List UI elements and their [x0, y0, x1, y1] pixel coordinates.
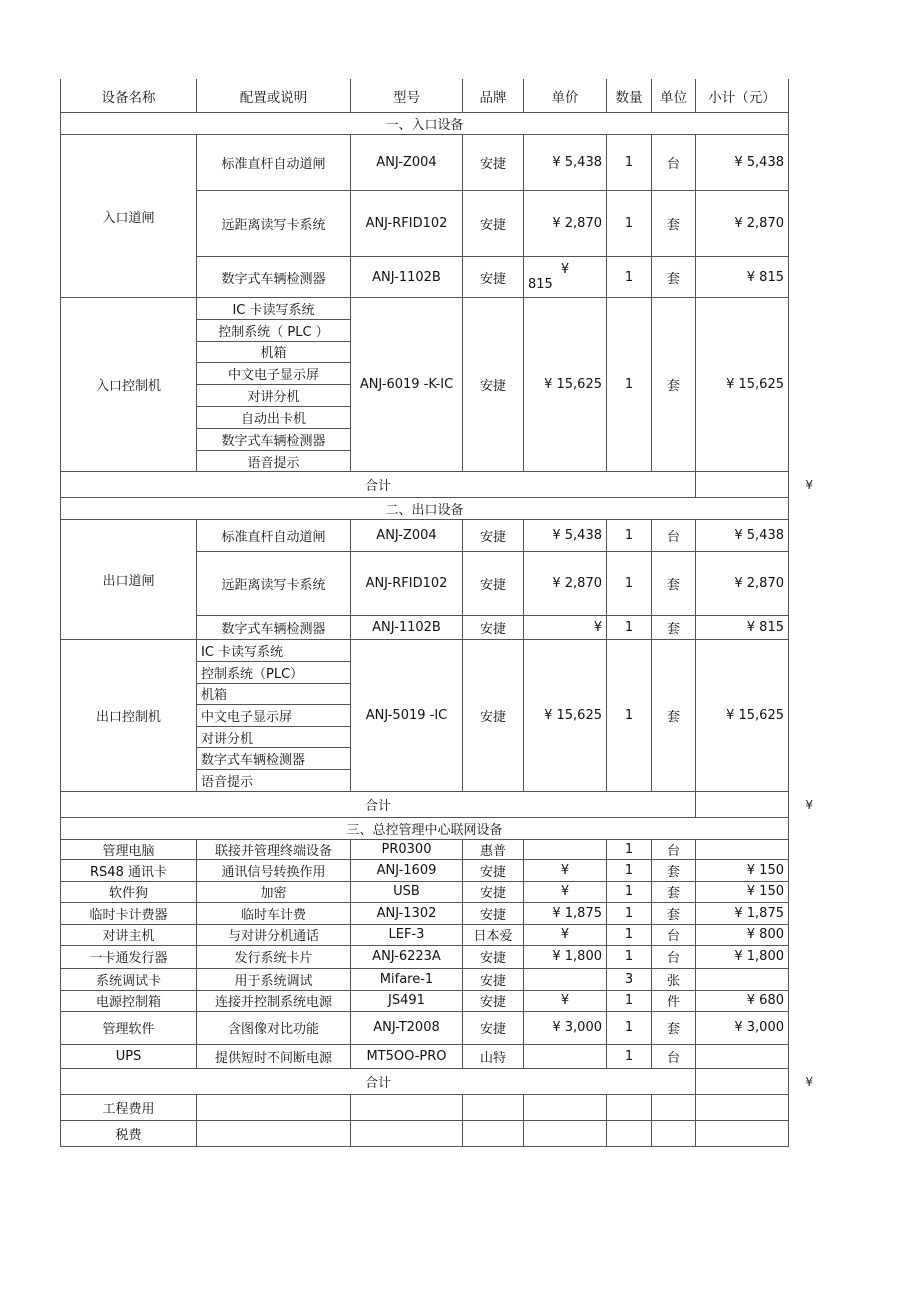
extra-row	[60, 1121, 789, 1147]
center-item-row	[60, 946, 789, 969]
item-brand: 安捷	[463, 616, 524, 640]
item-qty: 1	[607, 298, 652, 472]
controller-component: 中文电子显示屏	[197, 705, 350, 727]
item-desc: 远距离读写卡系统	[197, 552, 351, 616]
controller-component: IC 卡读写系统	[197, 640, 350, 662]
item-unit: 台	[652, 840, 696, 860]
item-desc: 标准直杆自动道闸	[197, 520, 351, 552]
item-subtotal	[696, 840, 789, 860]
entry-gate-group	[60, 135, 789, 298]
item-brand: 安捷	[463, 882, 524, 903]
item-model: Mifare-1	[351, 969, 463, 991]
exit-gate-group-label: 出口道闸	[60, 520, 197, 640]
controller-component: 语音提示	[247, 455, 300, 471]
controller-component: 机箱	[197, 342, 350, 364]
item-unit: 套	[652, 860, 696, 882]
item-unit: 台	[652, 520, 696, 552]
item-unit-price: ¥ 2,870	[524, 552, 607, 616]
item-model: LEF-3	[351, 925, 463, 946]
header-brand: 品牌	[463, 79, 524, 113]
item-brand: 安捷	[463, 552, 524, 616]
center-item-row	[60, 903, 789, 925]
item-unit: 套	[652, 1012, 696, 1045]
item-desc: 用于系统调试	[197, 969, 351, 991]
empty-cell	[607, 1095, 652, 1121]
item-desc: 与对讲分机通话	[197, 925, 351, 946]
empty-cell	[351, 1121, 463, 1147]
exit-total-value	[696, 792, 789, 818]
empty-cell	[524, 1121, 607, 1147]
item-unit: 套	[652, 882, 696, 903]
item-desc: 提供短时不间断电源	[197, 1045, 351, 1069]
exit-controller-components	[197, 640, 351, 791]
item-brand: 安捷	[463, 991, 524, 1012]
item-model: JS491	[351, 991, 463, 1012]
center-item-row	[60, 969, 789, 991]
controller-component: 控制系统（ PLC ）	[197, 320, 350, 342]
header-qty: 数量	[607, 79, 652, 113]
item-name: 管理软件	[60, 1012, 197, 1045]
item-subtotal: ¥ 2,870	[696, 552, 789, 616]
item-brand: 安捷	[463, 298, 524, 472]
exit-gate-item-row	[60, 552, 789, 616]
item-unit-price: ¥ 15,625	[524, 640, 607, 791]
item-brand: 安捷	[463, 257, 524, 298]
center-total-row	[60, 1069, 813, 1095]
item-model: PR0300	[351, 840, 463, 860]
empty-cell	[524, 1095, 607, 1121]
empty-cell	[197, 1095, 351, 1121]
item-desc: 数字式车辆检测器	[197, 616, 351, 640]
center-total-yen: ¥	[805, 1074, 813, 1089]
empty-cell	[607, 1121, 652, 1147]
exit-gate-item-row	[60, 520, 789, 552]
item-desc: 发行系统卡片	[197, 946, 351, 969]
center-item-row	[60, 1045, 789, 1069]
item-desc: 通讯信号转换作用	[197, 860, 351, 882]
item-unit: 套	[652, 552, 696, 616]
item-qty: 1	[607, 191, 652, 257]
center-total-label: 合计	[60, 1069, 696, 1095]
item-unit: 台	[652, 946, 696, 969]
item-model: ANJ-6223A	[351, 946, 463, 969]
item-unit: 套	[652, 191, 696, 257]
item-qty: 1	[607, 840, 652, 860]
item-unit: 件	[652, 991, 696, 1012]
item-unit-price: ¥	[524, 925, 607, 946]
header-unit: 单位	[652, 79, 696, 113]
controller-component: IC 卡读写系统	[197, 298, 350, 320]
item-subtotal: ¥ 1,875	[696, 903, 789, 925]
item-unit: 套	[652, 257, 696, 298]
item-qty: 1	[607, 860, 652, 882]
item-unit: 张	[652, 969, 696, 991]
price-yen: ¥	[560, 262, 570, 277]
section-center-title-row	[60, 818, 789, 840]
section-exit-title-row	[60, 498, 789, 520]
item-unit-price: ¥ 1,875	[524, 903, 607, 925]
controller-component: 控制系统（PLC）	[197, 662, 350, 684]
center-item-row	[60, 840, 789, 860]
item-qty: 1	[607, 552, 652, 616]
item-desc: 远距离读写卡系统	[197, 191, 351, 257]
item-subtotal: ¥ 1,800	[696, 946, 789, 969]
item-brand: 安捷	[463, 969, 524, 991]
item-desc: 连接并控制系统电源	[197, 991, 351, 1012]
item-unit-price	[524, 1045, 607, 1069]
item-subtotal: ¥ 5,438	[696, 135, 789, 191]
entry-controller-components	[197, 298, 351, 472]
item-model: ANJ-RFID102	[351, 191, 463, 257]
item-desc: 加密	[197, 882, 351, 903]
item-unit: 台	[652, 1045, 696, 1069]
exit-controller-name: 出口控制机	[60, 640, 197, 791]
controller-component: 对讲分机	[197, 727, 350, 749]
item-unit-price	[524, 840, 607, 860]
item-brand: 日本爱	[463, 925, 524, 946]
entry-gate-item-row	[60, 135, 789, 191]
item-model: ANJ-1609	[351, 860, 463, 882]
entry-controller-row	[60, 298, 789, 472]
item-subtotal: ¥ 15,625	[696, 640, 789, 791]
entry-total-yen: ¥	[805, 478, 813, 493]
entry-gate-group-label: 入口道闸	[60, 135, 197, 298]
item-brand: 安捷	[463, 135, 524, 191]
center-item-row	[60, 860, 789, 882]
extra-row	[60, 1095, 789, 1121]
item-desc: 含图像对比功能	[197, 1012, 351, 1045]
item-unit-price: ¥	[524, 882, 607, 903]
item-qty: 1	[607, 616, 652, 640]
item-unit: 台	[652, 135, 696, 191]
item-subtotal: ¥ 150	[696, 860, 789, 882]
item-unit: 套	[652, 298, 696, 472]
exit-total-yen: ¥	[805, 797, 813, 812]
controller-component: 对讲分机	[197, 385, 350, 407]
item-unit-price: ¥ 1,800	[524, 946, 607, 969]
item-model: ANJ-Z004	[351, 520, 463, 552]
item-name: 软件狗	[60, 882, 197, 903]
item-qty: 3	[607, 969, 652, 991]
item-model: ANJ-1102B	[351, 616, 463, 640]
exit-total-row	[60, 792, 813, 818]
empty-cell	[696, 1121, 789, 1147]
entry-total-value	[696, 472, 789, 498]
item-subtotal: ¥ 150	[696, 882, 789, 903]
center-item-row	[60, 1012, 789, 1045]
entry-total-row	[60, 472, 813, 498]
item-unit: 套	[652, 616, 696, 640]
item-desc: 临时车计费	[197, 903, 351, 925]
exit-total-label: 合计	[60, 792, 696, 818]
header-row	[60, 79, 789, 113]
empty-cell	[652, 1095, 696, 1121]
item-qty: 1	[607, 640, 652, 791]
item-name: 一卡通发行器	[60, 946, 197, 969]
controller-component: 语音提示	[201, 775, 254, 791]
item-name: 临时卡计费器	[60, 903, 197, 925]
empty-cell	[463, 1121, 524, 1147]
header-device-name: 设备名称	[60, 79, 197, 113]
item-subtotal: ¥ 3,000	[696, 1012, 789, 1045]
item-unit-price: ¥ 15,625	[524, 298, 607, 472]
empty-cell	[652, 1121, 696, 1147]
item-brand: 安捷	[463, 520, 524, 552]
center-item-row	[60, 882, 789, 903]
item-unit: 套	[652, 903, 696, 925]
controller-component: 自动出卡机	[197, 407, 350, 429]
item-subtotal: ¥ 5,438	[696, 520, 789, 552]
item-unit: 台	[652, 925, 696, 946]
item-qty: 1	[607, 903, 652, 925]
item-unit: 套	[652, 640, 696, 791]
header-config: 配置或说明	[197, 79, 351, 113]
item-model: ANJ-T2008	[351, 1012, 463, 1045]
controller-component: 中文电子显示屏	[197, 363, 350, 385]
item-subtotal: ¥ 2,870	[696, 191, 789, 257]
item-brand: 山特	[463, 1045, 524, 1069]
item-qty: 1	[607, 946, 652, 969]
item-name: 管理电脑	[60, 840, 197, 860]
item-brand: 安捷	[463, 946, 524, 969]
center-total-value	[696, 1069, 789, 1095]
item-subtotal: ¥ 800	[696, 925, 789, 946]
item-qty: 1	[607, 925, 652, 946]
item-qty: 1	[607, 135, 652, 191]
item-subtotal: ¥ 15,625	[696, 298, 789, 472]
item-subtotal: ¥ 815	[696, 257, 789, 298]
item-name: 电源控制箱	[60, 991, 197, 1012]
item-unit-price: ¥ 5,438	[524, 520, 607, 552]
header-model: 型号	[351, 79, 463, 113]
item-unit-price	[524, 257, 607, 298]
section-entry-title-row	[60, 113, 789, 135]
extra-row-label: 税费	[60, 1121, 197, 1147]
item-subtotal	[696, 1045, 789, 1069]
quotation-table	[60, 79, 813, 1147]
item-qty: 1	[607, 882, 652, 903]
price-value: 815	[528, 277, 553, 292]
empty-cell	[351, 1095, 463, 1121]
item-desc: 联接并管理终端设备	[197, 840, 351, 860]
item-model: ANJ-1302	[351, 903, 463, 925]
section-exit-title: 二、出口设备	[60, 498, 789, 520]
center-item-row	[60, 991, 789, 1012]
item-unit-price: ¥	[524, 991, 607, 1012]
entry-controller-name: 入口控制机	[60, 298, 197, 472]
item-brand: 安捷	[463, 903, 524, 925]
item-name: UPS	[60, 1045, 197, 1069]
item-name: 对讲主机	[60, 925, 197, 946]
item-subtotal	[696, 969, 789, 991]
entry-gate-item-row	[60, 257, 789, 298]
item-brand: 安捷	[463, 191, 524, 257]
item-model: ANJ-1102B	[351, 257, 463, 298]
entry-total-label: 合计	[60, 472, 696, 498]
item-name: 系统调试卡	[60, 969, 197, 991]
empty-cell	[463, 1095, 524, 1121]
item-model: ANJ-5019 -IC	[351, 640, 463, 791]
item-model: MT5OO-PRO	[351, 1045, 463, 1069]
item-unit-price: ¥ 3,000	[524, 1012, 607, 1045]
controller-component: 数字式车辆检测器	[197, 748, 350, 770]
item-brand: 安捷	[463, 640, 524, 791]
item-desc: 标准直杆自动道闸	[197, 135, 351, 191]
item-qty: 1	[607, 991, 652, 1012]
entry-gate-item-row	[60, 191, 789, 257]
item-model: ANJ-RFID102	[351, 552, 463, 616]
item-qty: 1	[607, 1012, 652, 1045]
item-model: ANJ-6019 -K-IC	[351, 298, 463, 472]
empty-cell	[197, 1121, 351, 1147]
item-brand: 惠普	[463, 840, 524, 860]
item-name: RS48 通讯卡	[60, 860, 197, 882]
section-center-title: 三、总控管理中心联网设备	[60, 818, 789, 840]
item-brand: 安捷	[463, 1012, 524, 1045]
item-desc: 数字式车辆检测器	[197, 257, 351, 298]
item-subtotal: ¥ 815	[696, 616, 789, 640]
item-brand: 安捷	[463, 860, 524, 882]
center-item-row	[60, 925, 789, 946]
section-entry-title: 一、入口设备	[60, 113, 789, 135]
item-qty: 1	[607, 1045, 652, 1069]
item-unit-price: ¥ 5,438	[524, 135, 607, 191]
item-model: ANJ-Z004	[351, 135, 463, 191]
item-unit-price: ¥	[524, 860, 607, 882]
header-subtotal: 小计（元）	[696, 79, 789, 113]
header-unit-price: 单价	[524, 79, 607, 113]
exit-gate-group	[60, 520, 789, 640]
item-subtotal: ¥ 680	[696, 991, 789, 1012]
item-qty: 1	[607, 257, 652, 298]
controller-component: 机箱	[197, 684, 350, 706]
item-model: USB	[351, 882, 463, 903]
empty-cell	[696, 1095, 789, 1121]
controller-component: 数字式车辆检测器	[197, 429, 350, 451]
item-unit-price: ¥	[524, 616, 607, 640]
item-unit-price: ¥ 2,870	[524, 191, 607, 257]
extra-row-label: 工程费用	[60, 1095, 197, 1121]
item-qty: 1	[607, 520, 652, 552]
exit-gate-item-row	[60, 616, 789, 640]
exit-controller-row	[60, 640, 789, 791]
item-unit-price	[524, 969, 607, 991]
